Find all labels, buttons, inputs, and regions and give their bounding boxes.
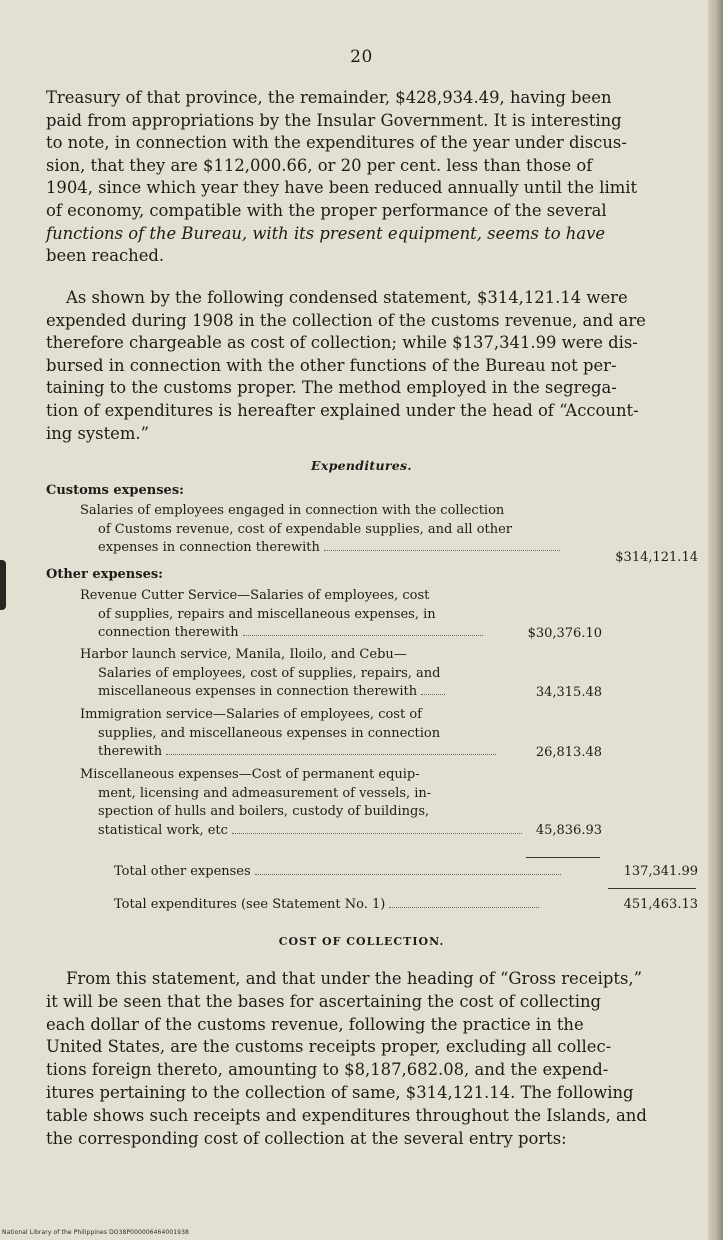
immigration-amount: 26,813.48	[535, 745, 602, 760]
leader-dots	[255, 864, 561, 875]
total-other-label	[114, 864, 561, 879]
p3-line: table shows such receipts and expenditures throughout the Islands, and	[46, 1105, 647, 1125]
leader-dots	[166, 744, 496, 755]
total-other-label-text: Total other expenses	[114, 864, 251, 879]
item-line: supplies, and miscellaneous expenses in connection	[98, 725, 441, 741]
item-line-text: therewith	[98, 744, 163, 759]
p3-line: United States, are the customs receipts proper, excluding all collec-	[46, 1037, 612, 1057]
item-line: Miscellaneous expenses—Cost of permanent equip-	[80, 767, 420, 782]
item-line: Salaries of employees, cost of supplies, repairs, and	[98, 665, 441, 681]
page-edge	[708, 0, 723, 1240]
subtotal-rule	[526, 857, 600, 858]
total-expenditures-label-text: Total expenditures (see Statement No. 1)	[114, 897, 386, 912]
cost-of-collection-heading: COST OF COLLECTION.	[278, 935, 445, 948]
other-expense-item	[80, 646, 530, 702]
p1-line: to note, in connection with the expenditures of the year under discus-	[46, 133, 627, 153]
paragraph-1	[46, 87, 698, 268]
total-other-amount: 137,341.99	[623, 864, 698, 879]
p2-line: As shown by the following condensed statement, $314,121.14 were	[66, 288, 628, 307]
p1-line: paid from appropriations by the Insular Government. It is interesting	[46, 110, 622, 130]
leader-dots	[421, 684, 445, 695]
leader-dots	[389, 897, 539, 908]
p1-line: 1904, since which year they have been reduced annually until the limit	[46, 178, 638, 198]
other-expense-item	[80, 587, 530, 643]
p3-line: each dollar of the customs revenue, following the practice in the	[46, 1014, 584, 1034]
p1-line: Treasury of that province, the remainder, $428,934.49, having been	[46, 88, 612, 107]
customs-expense-amount: $314,121.14	[615, 550, 698, 565]
item-line-text: expenses in connection therewith	[98, 540, 320, 555]
p1-line: of economy, compatible with the proper performance of the several	[46, 200, 607, 220]
item-line-text: statistical work, etc	[98, 822, 228, 838]
item-line	[80, 743, 530, 762]
item-line: of Customs revenue, cost of expendable supplies, and all other	[98, 521, 513, 537]
p3-line: it will be seen that the bases for ascertaining the cost of collecting	[46, 991, 602, 1011]
p2-line: ing system.”	[46, 423, 150, 443]
miscellaneous-amount: 45,836.93	[535, 823, 602, 838]
item-line: Revenue Cutter Service—Salaries of employees, cost	[80, 588, 430, 603]
page-number: 20	[350, 47, 373, 67]
leader-dots	[324, 540, 560, 551]
harbor-launch-amount: 34,315.48	[535, 685, 602, 700]
p1-line: sion, that they are $112,000.66, or 20 per cent. less than those of	[46, 155, 593, 175]
p3-line: tions foreign thereto, amounting to $8,187,682.08, and the expend-	[46, 1060, 609, 1080]
item-line: of supplies, repairs and miscellaneous expenses, in	[98, 606, 436, 622]
item-line	[80, 624, 530, 643]
item-line: Salaries of employees engaged in connection with the collection	[80, 503, 505, 518]
scan-footer: National Library of the Philippines DO38P000006464001938	[2, 1229, 189, 1236]
p2-line: taining to the customs proper. The method employed in the segrega-	[46, 378, 617, 398]
other-expense-item	[80, 766, 530, 840]
revenue-cutter-amount: $30,376.10	[527, 626, 602, 641]
p1-line: been reached.	[46, 246, 165, 266]
total-expenditures-amount: 451,463.13	[623, 897, 698, 912]
other-expenses-heading: Other expenses:	[46, 567, 163, 582]
other-expense-item	[80, 706, 530, 762]
expenditures-title: Expenditures.	[311, 458, 412, 473]
p3-line: From this statement, and that under the heading of “Gross receipts,”	[66, 969, 642, 988]
item-line: ment, licensing and admeasurement of vessels, in-	[98, 785, 432, 801]
leader-dots	[243, 625, 483, 636]
paragraph-3	[46, 968, 698, 1150]
customs-expenses-heading: Customs expenses:	[46, 483, 184, 498]
item-line	[80, 822, 530, 841]
customs-expense-item	[80, 502, 600, 558]
item-line: Harbor launch service, Manila, Iloilo, and Cebu—	[80, 647, 407, 662]
p1-line: functions of the Bureau, with its present equipment, seems to have	[46, 223, 606, 243]
leader-dots	[232, 823, 522, 834]
item-line: Immigration service—Salaries of employees, cost of	[80, 707, 422, 722]
p3-line: the corresponding cost of collection at the several entry ports:	[46, 1128, 567, 1148]
item-line	[80, 683, 530, 702]
p3-line: itures pertaining to the collection of same, $314,121.14. The following	[46, 1082, 634, 1102]
item-line-text: miscellaneous expenses in connection therewith	[98, 684, 418, 699]
item-line-text: connection therewith	[98, 625, 239, 640]
total-rule	[608, 888, 696, 889]
total-expenditures-label	[114, 897, 539, 912]
item-line	[80, 539, 600, 558]
p2-line: tion of expenditures is hereafter explained under the head of “Account-	[46, 400, 639, 420]
p2-line: therefore chargeable as cost of collection; while $137,341.99 were dis-	[46, 333, 638, 353]
item-line: spection of hulls and boilers, custody of buildings,	[98, 804, 430, 819]
p2-line: bursed in connection with the other functions of the Bureau not per-	[46, 355, 617, 375]
p2-line: expended during 1908 in the collection of the customs revenue, and are	[46, 310, 646, 330]
binding-mark	[0, 560, 6, 610]
paragraph-2	[46, 287, 698, 445]
